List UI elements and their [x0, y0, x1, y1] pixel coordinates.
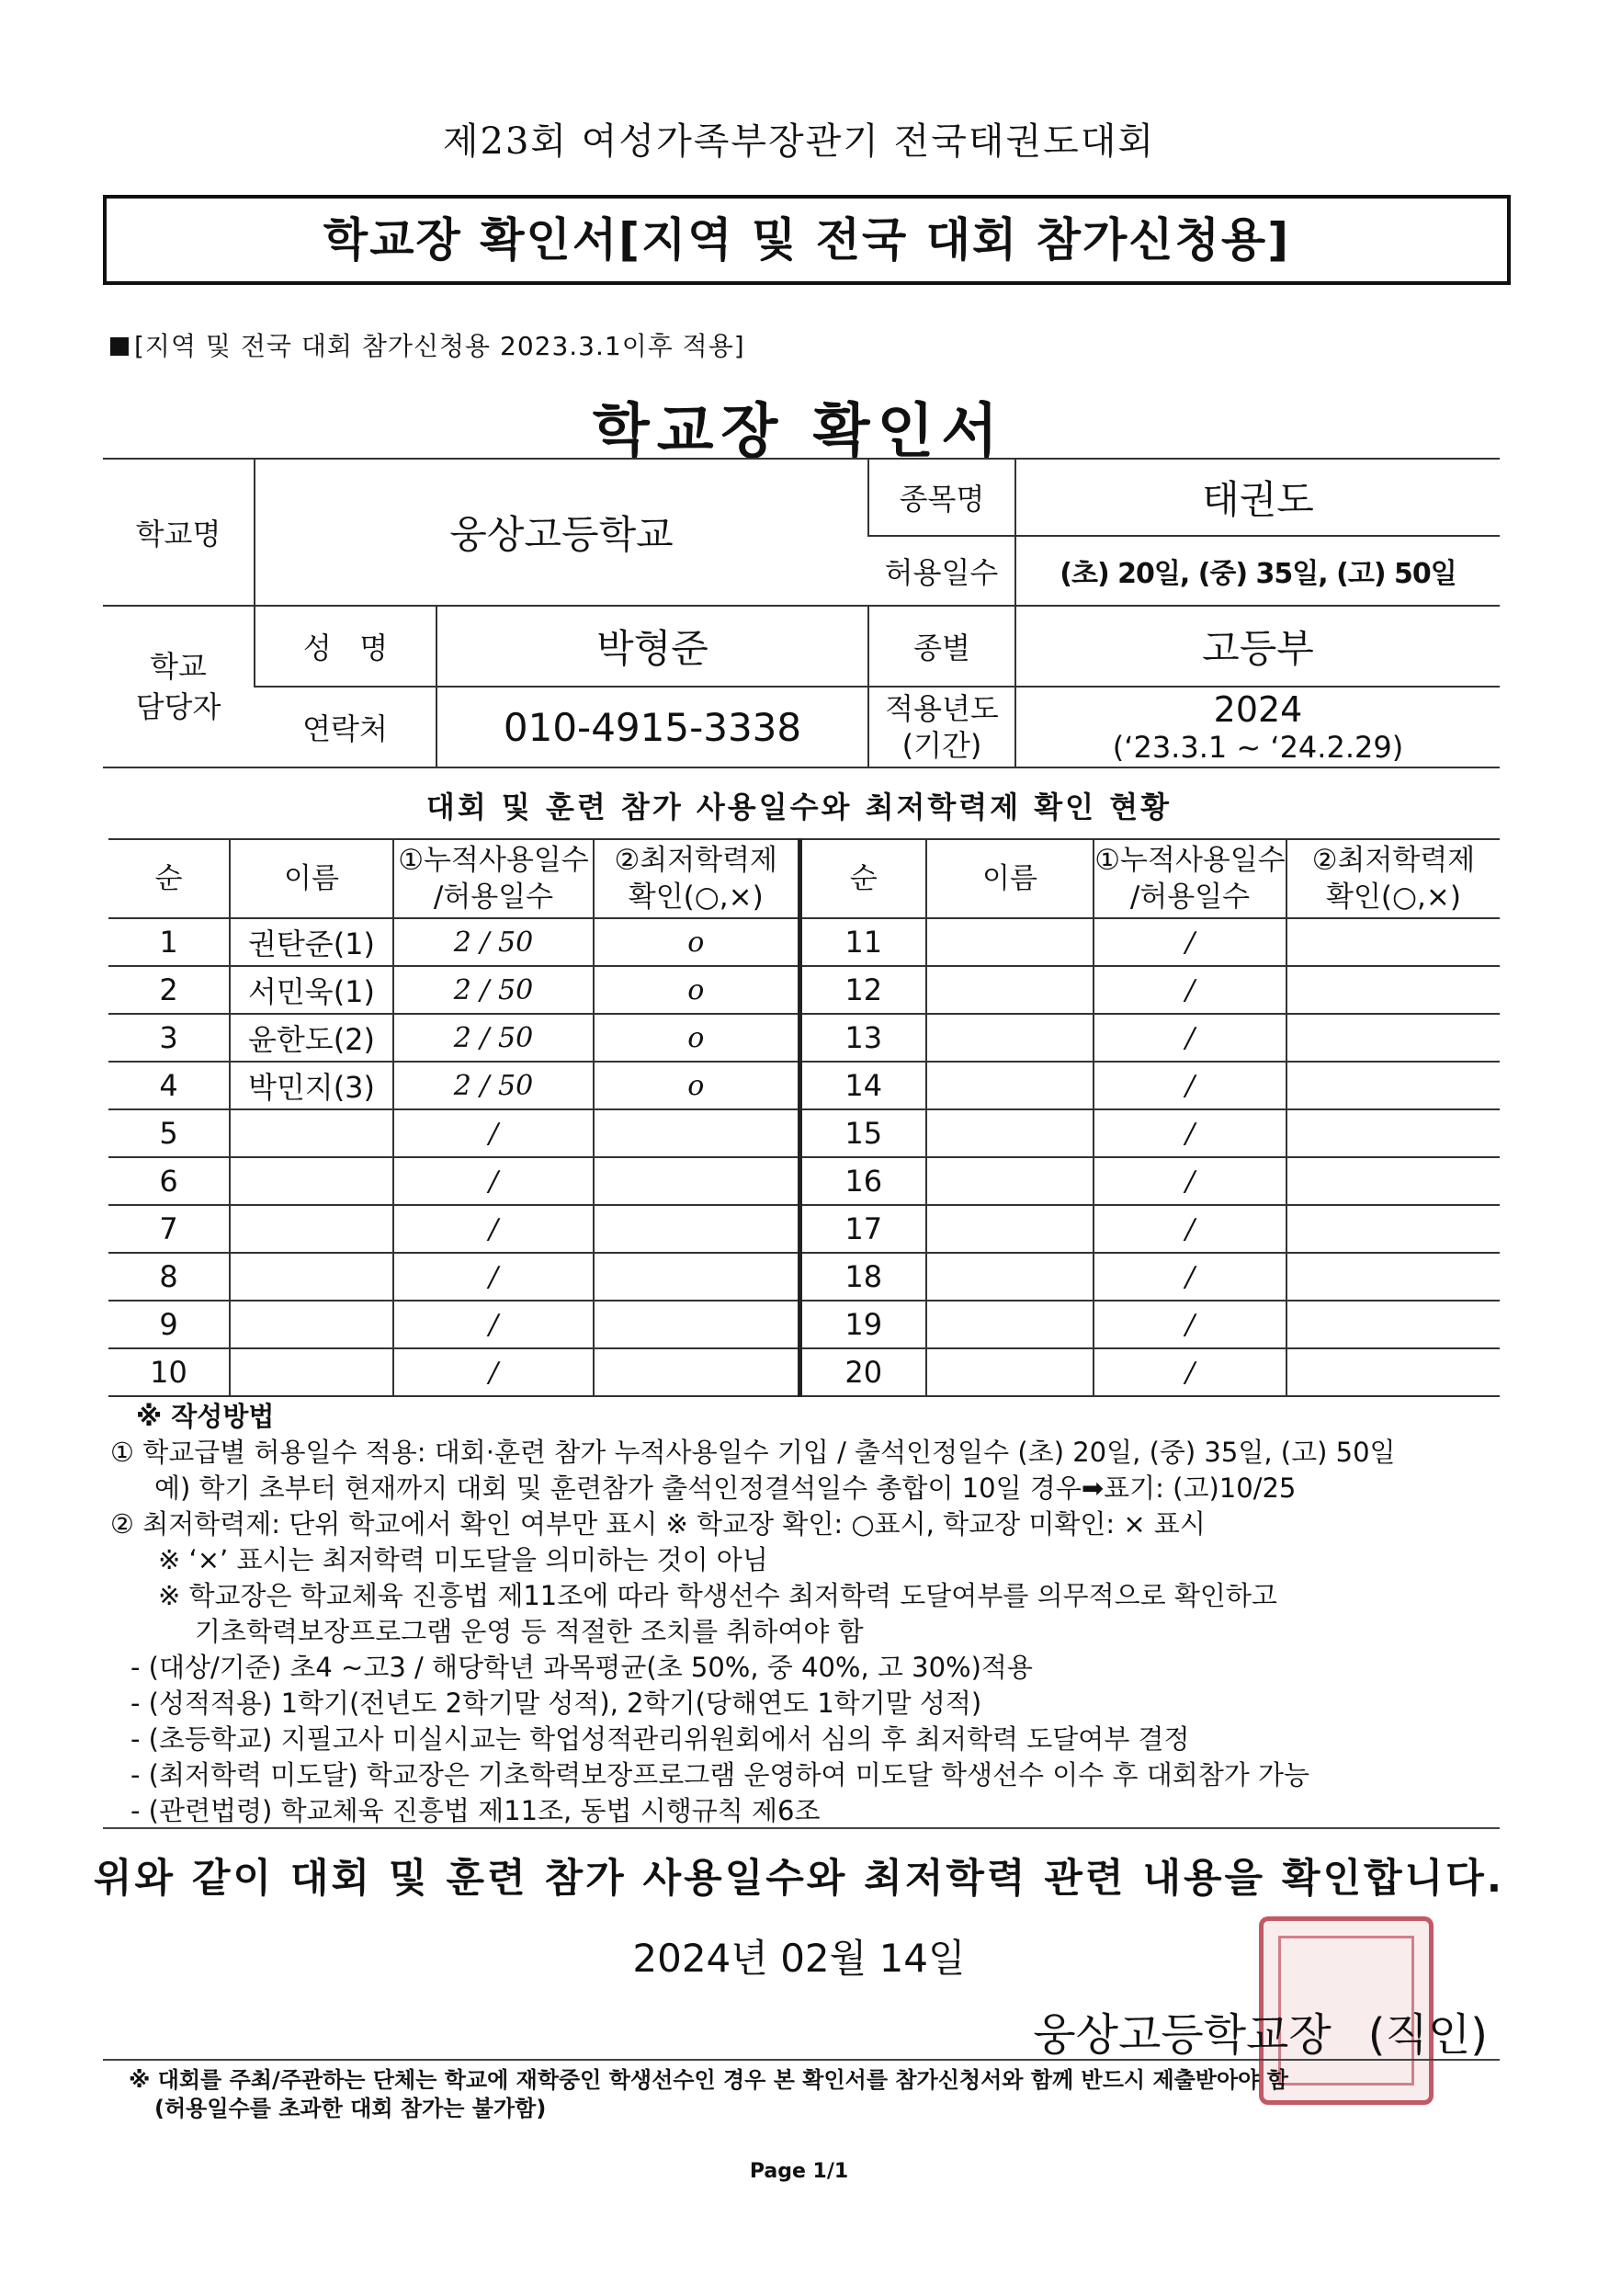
division-label: 종별: [868, 606, 1015, 687]
staff-name: 박형준: [436, 606, 868, 687]
row-no: 16: [799, 1157, 926, 1205]
allowed-days-value: (초) 20일, (중) 35일, (고) 50일: [1015, 536, 1500, 606]
instruction-line: 예) 학기 초부터 현재까지 대회 및 훈련참가 출석인정결석일수 총합이 10일 경우➡표기: (고)10/25: [154, 1472, 1297, 1504]
school-name: 웅상고등학교: [255, 459, 868, 606]
row-days: /: [1094, 1157, 1286, 1205]
table-row: [108, 1253, 1500, 1301]
instruction-line: 기초학력보장프로그램 운영 등 적절한 조치를 취하여야 함: [195, 1616, 864, 1647]
row-no: 15: [799, 1109, 926, 1157]
status-table-title: 대회 및 훈련 참가 사용일수와 최저학력제 확인 현황: [425, 790, 1173, 824]
contact-label: 연락처: [255, 687, 436, 767]
col-name-header: 이름: [926, 839, 1094, 918]
row-min-check: [594, 1301, 799, 1348]
table-row: [108, 1109, 1500, 1157]
row-no: 17: [799, 1205, 926, 1253]
table-row: [108, 1301, 1500, 1348]
row-days: /: [393, 1205, 594, 1253]
square-bullet-icon: [110, 337, 129, 356]
row-no: 18: [799, 1253, 926, 1301]
row-min-check: [594, 1253, 799, 1301]
row-days: 2 / 50: [393, 966, 594, 1014]
col-min-header: ②최저학력제 확인(○,×): [594, 839, 799, 918]
year-cell: [1015, 687, 1500, 767]
name-label: 성 명: [255, 606, 436, 687]
row-no: 8: [108, 1253, 230, 1301]
row-min-check: [1286, 1157, 1500, 1205]
row-name: [926, 918, 1094, 966]
row-min-check: o: [594, 918, 799, 966]
row-name: [926, 1014, 1094, 1062]
status-table: [108, 838, 1500, 1397]
sport-value: 태권도: [1015, 459, 1500, 536]
row-min-check: [594, 1205, 799, 1253]
year-value: 2024: [1213, 689, 1303, 730]
row-days: /: [393, 1253, 594, 1301]
row-no: 7: [108, 1205, 230, 1253]
row-name: [926, 1109, 1094, 1157]
row-no: 10: [108, 1348, 230, 1396]
row-min-check: [1286, 1014, 1500, 1062]
row-days: 2 / 50: [393, 1062, 594, 1109]
col-name-header: 이름: [230, 839, 393, 918]
row-min-check: o: [594, 1014, 799, 1062]
col-days-header: ①누적사용일수 /허용일수: [393, 839, 594, 918]
col-no-header: 순: [799, 839, 926, 918]
issue-date: 2024년 02월 14일: [632, 1936, 966, 1981]
instruction-line: - (성적적용) 1학기(전년도 2학기말 성적), 2학기(당해연도 1학기말 성적): [130, 1688, 982, 1719]
col-days-header: ①누적사용일수 /허용일수: [1094, 839, 1286, 918]
year-label: 적용년도 (기간): [868, 687, 1015, 767]
row-name: [926, 1205, 1094, 1253]
row-days: /: [1094, 918, 1286, 966]
instruction-line: - (최저학력 미도달) 학교장은 기초학력보장프로그램 운영하여 미도달 학생선수 이수 후 대회참가 가능: [130, 1759, 1310, 1790]
row-no: 19: [799, 1301, 926, 1348]
instructions: [110, 1399, 1507, 1829]
table-row: [108, 966, 1500, 1014]
col-min-header: ②최저학력제 확인(○,×): [1286, 839, 1500, 918]
instruction-line: - (초등학교) 지필고사 미실시교는 학업성적관리위원회에서 심의 후 최저학력 도달여부 결정: [130, 1723, 1190, 1755]
row-min-check: [594, 1109, 799, 1157]
row-no: 13: [799, 1014, 926, 1062]
divider: [103, 1827, 1500, 1829]
row-min-check: o: [594, 1062, 799, 1109]
row-no: 1: [108, 918, 230, 966]
row-min-check: [1286, 918, 1500, 966]
row-days: /: [1094, 1062, 1286, 1109]
row-days: /: [1094, 1205, 1286, 1253]
row-name: 권탄준(1): [230, 918, 393, 966]
row-no: 4: [108, 1062, 230, 1109]
school-info-table: [103, 458, 1500, 768]
row-days: /: [1094, 1253, 1286, 1301]
row-days: 2 / 50: [393, 918, 594, 966]
instructions-heading: ※ 작성방법: [136, 1401, 275, 1432]
row-days: /: [393, 1301, 594, 1348]
row-no: 6: [108, 1157, 230, 1205]
document-title-box: [103, 195, 1511, 285]
table-row: [108, 1157, 1500, 1205]
signer: [1033, 1999, 1488, 2063]
row-name: 윤한도(2): [230, 1014, 393, 1062]
table-row: [108, 918, 1500, 966]
row-name: [926, 1253, 1094, 1301]
applicability-note: [110, 326, 745, 363]
row-name: [926, 1301, 1094, 1348]
footnote-line: ※ 대회를 주최/주관하는 단체는 학교에 재학중인 학생선수인 경우 본 확인서를 참가신청서와 함께 반드시 제출받아야 함: [129, 2067, 1288, 2093]
contact-value: 010-4915-3338: [436, 687, 868, 767]
row-min-check: [1286, 1109, 1500, 1157]
footnote-line: (허용일수를 초과한 대회 참가는 불가함): [154, 2096, 547, 2121]
row-no: 2: [108, 966, 230, 1014]
row-name: [230, 1205, 393, 1253]
row-days: /: [393, 1109, 594, 1157]
row-name: [926, 966, 1094, 1014]
row-no: 11: [799, 918, 926, 966]
row-name: [230, 1109, 393, 1157]
row-days: 2 / 50: [393, 1014, 594, 1062]
sport-label: 종목명: [868, 459, 1015, 536]
table-row: [108, 1205, 1500, 1253]
row-no: 3: [108, 1014, 230, 1062]
row-min-check: [594, 1348, 799, 1396]
row-name: 서민욱(1): [230, 966, 393, 1014]
row-days: /: [1094, 1348, 1286, 1396]
signer-name: 웅상고등학교장: [1033, 2009, 1332, 2061]
row-name: [926, 1348, 1094, 1396]
period-value: (‘23.3.1 ~ ‘24.2.29): [1112, 730, 1404, 765]
staff-label: 학교 담당자: [103, 606, 255, 767]
row-name: 박민지(3): [230, 1062, 393, 1109]
event-title: 제23회 여성가족부장관기 전국태권도대회: [442, 120, 1156, 163]
instruction-line: ② 최저학력제: 단위 학교에서 확인 여부만 표시 ※ 학교장 확인: ○표시, 학교장 미확인: × 표시: [110, 1508, 1206, 1540]
footnote: [129, 2066, 1507, 2123]
row-days: /: [1094, 1109, 1286, 1157]
row-min-check: o: [594, 966, 799, 1014]
row-min-check: [1286, 966, 1500, 1014]
division-value: 고등부: [1015, 606, 1500, 687]
row-min-check: [1286, 1348, 1500, 1396]
row-days: /: [393, 1348, 594, 1396]
row-min-check: [1286, 1253, 1500, 1301]
table-row: [108, 1014, 1500, 1062]
row-min-check: [594, 1157, 799, 1205]
row-name: [926, 1062, 1094, 1109]
school-label: 학교명: [103, 459, 255, 606]
page-number: Page 1/1: [749, 2160, 849, 2183]
row-name: [230, 1253, 393, 1301]
row-name: [230, 1157, 393, 1205]
instruction-line: - (관련법령) 학교체육 진흥법 제11조, 동법 시행규칙 제6조: [130, 1795, 821, 1826]
row-no: 14: [799, 1062, 926, 1109]
row-no: 5: [108, 1109, 230, 1157]
row-no: 12: [799, 966, 926, 1014]
main-title: 학교장 확인서: [592, 398, 1006, 466]
document-title: 학교장 확인서[지역 및 전국 대회 참가신청용]: [323, 213, 1291, 267]
allowed-days-label: 허용일수: [868, 536, 1015, 606]
row-min-check: [1286, 1062, 1500, 1109]
row-days: /: [393, 1157, 594, 1205]
row-days: /: [1094, 1014, 1286, 1062]
row-min-check: [1286, 1205, 1500, 1253]
instruction-line: ① 학교급별 허용일수 적용: 대회·훈련 참가 누적사용일수 기입 / 출석인정일수 (초) 20일, (중) 35일, (고) 50일: [110, 1437, 1396, 1468]
row-days: /: [1094, 1301, 1286, 1348]
row-name: [926, 1157, 1094, 1205]
instruction-line: ※ ‘×’ 표시는 최저학력 미도달을 의미하는 것이 아님: [158, 1544, 768, 1575]
table-row: [108, 1062, 1500, 1109]
table-row: [108, 1348, 1500, 1396]
row-name: [230, 1301, 393, 1348]
confirmation-statement: 위와 같이 대회 및 훈련 참가 사용일수와 최저학력 관련 내용을 확인합니다.: [93, 1856, 1505, 1902]
divider: [103, 2059, 1500, 2061]
row-no: 9: [108, 1301, 230, 1348]
instruction-line: - (대상/기준) 초4 ~고3 / 해당학년 과목평균(초 50%, 중 40%, 고 30%)적용: [130, 1652, 1033, 1683]
row-no: 20: [799, 1348, 926, 1396]
instruction-line: ※ 학교장은 학교체육 진흥법 제11조에 따라 학생선수 최저학력 도달여부를 의무적으로 확인하고: [158, 1580, 1277, 1611]
row-days: /: [1094, 966, 1286, 1014]
seal-label: (직인): [1367, 2009, 1488, 2061]
row-name: [230, 1348, 393, 1396]
col-no-header: 순: [108, 839, 230, 918]
row-min-check: [1286, 1301, 1500, 1348]
applicability-note-text: [지역 및 전국 대회 참가신청용 2023.3.1이후 적용]: [134, 331, 745, 361]
